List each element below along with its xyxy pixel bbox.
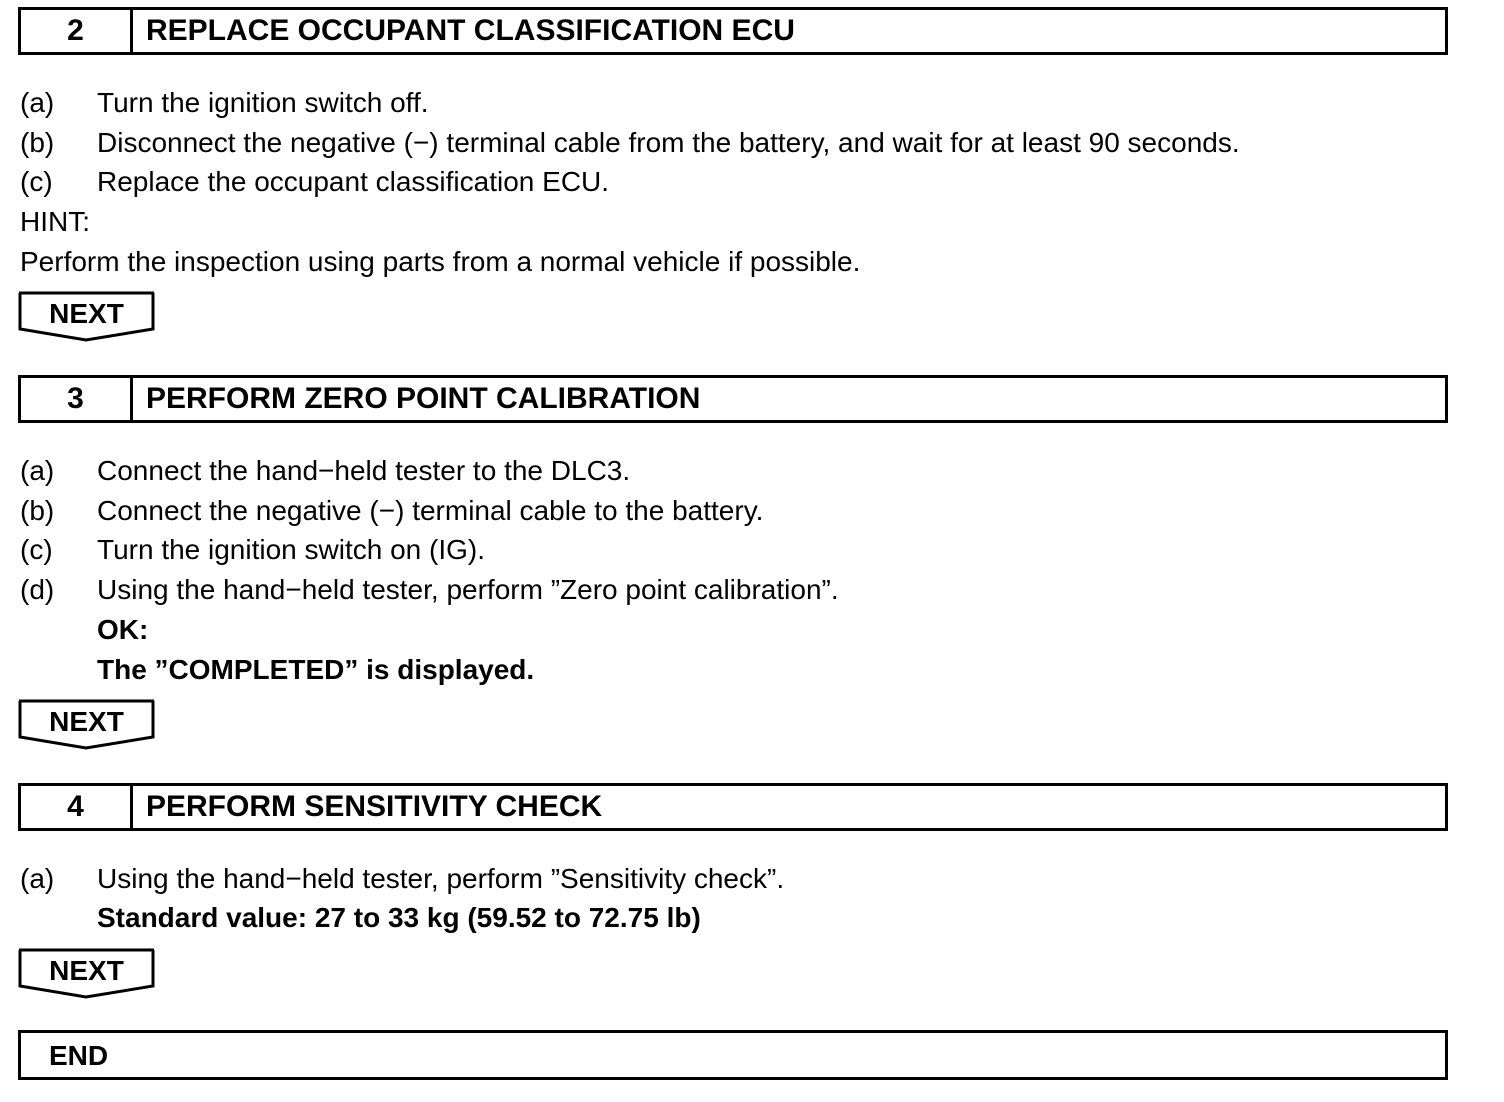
item-text: Disconnect the negative (−) terminal cable from the battery, and wait for at least 90 seconds. [97,127,1240,158]
item-text: Replace the occupant classification ECU. [97,166,610,197]
end-box [18,1030,1448,1080]
item-marker: (b) [20,127,55,158]
step-4-header [18,783,1448,831]
item-marker: (a) [20,455,55,486]
next-button[interactable] [18,699,155,751]
item-text: Connect the hand−held tester to the DLC3. [97,455,631,486]
end-label: END [49,1040,109,1071]
ok-text: The ”COMPLETED” is displayed. [97,654,535,685]
step-number: 2 [21,10,133,52]
step-title: PERFORM ZERO POINT CALIBRATION [146,382,701,415]
item-text: Using the hand−held tester, perform ”Sensitivity check”. [97,863,785,894]
step-title: PERFORM SENSITIVITY CHECK [146,790,603,823]
item-text: Connect the negative (−) terminal cable to the battery. [97,495,764,526]
step-number: 3 [21,378,133,420]
step-title: REPLACE OCCUPANT CLASSIFICATION ECU [146,14,795,47]
hint-label: HINT: [20,206,90,237]
step-3-header [18,375,1448,423]
item-marker: (b) [20,495,55,526]
standard-value: Standard value: 27 to 33 kg (59.52 to 72.75 lb) [97,902,701,933]
item-marker: (a) [20,87,55,118]
next-button[interactable] [18,948,155,1000]
item-marker: (c) [20,534,53,565]
hint-text: Perform the inspection using parts from a normal vehicle if possible. [20,246,861,277]
next-label: NEXT [49,955,124,986]
next-button[interactable] [18,291,155,343]
item-text: Using the hand−held tester, perform ”Zero point calibration”. [97,574,839,605]
next-label: NEXT [49,298,124,329]
ok-label: OK: [97,614,149,645]
step-number: 4 [21,786,133,828]
next-label: NEXT [49,706,124,737]
item-text: Turn the ignition switch off. [97,87,429,118]
item-marker: (c) [20,166,53,197]
item-marker: (d) [20,574,55,605]
step-2-header [18,7,1448,55]
item-marker: (a) [20,863,55,894]
item-text: Turn the ignition switch on (IG). [97,534,486,565]
